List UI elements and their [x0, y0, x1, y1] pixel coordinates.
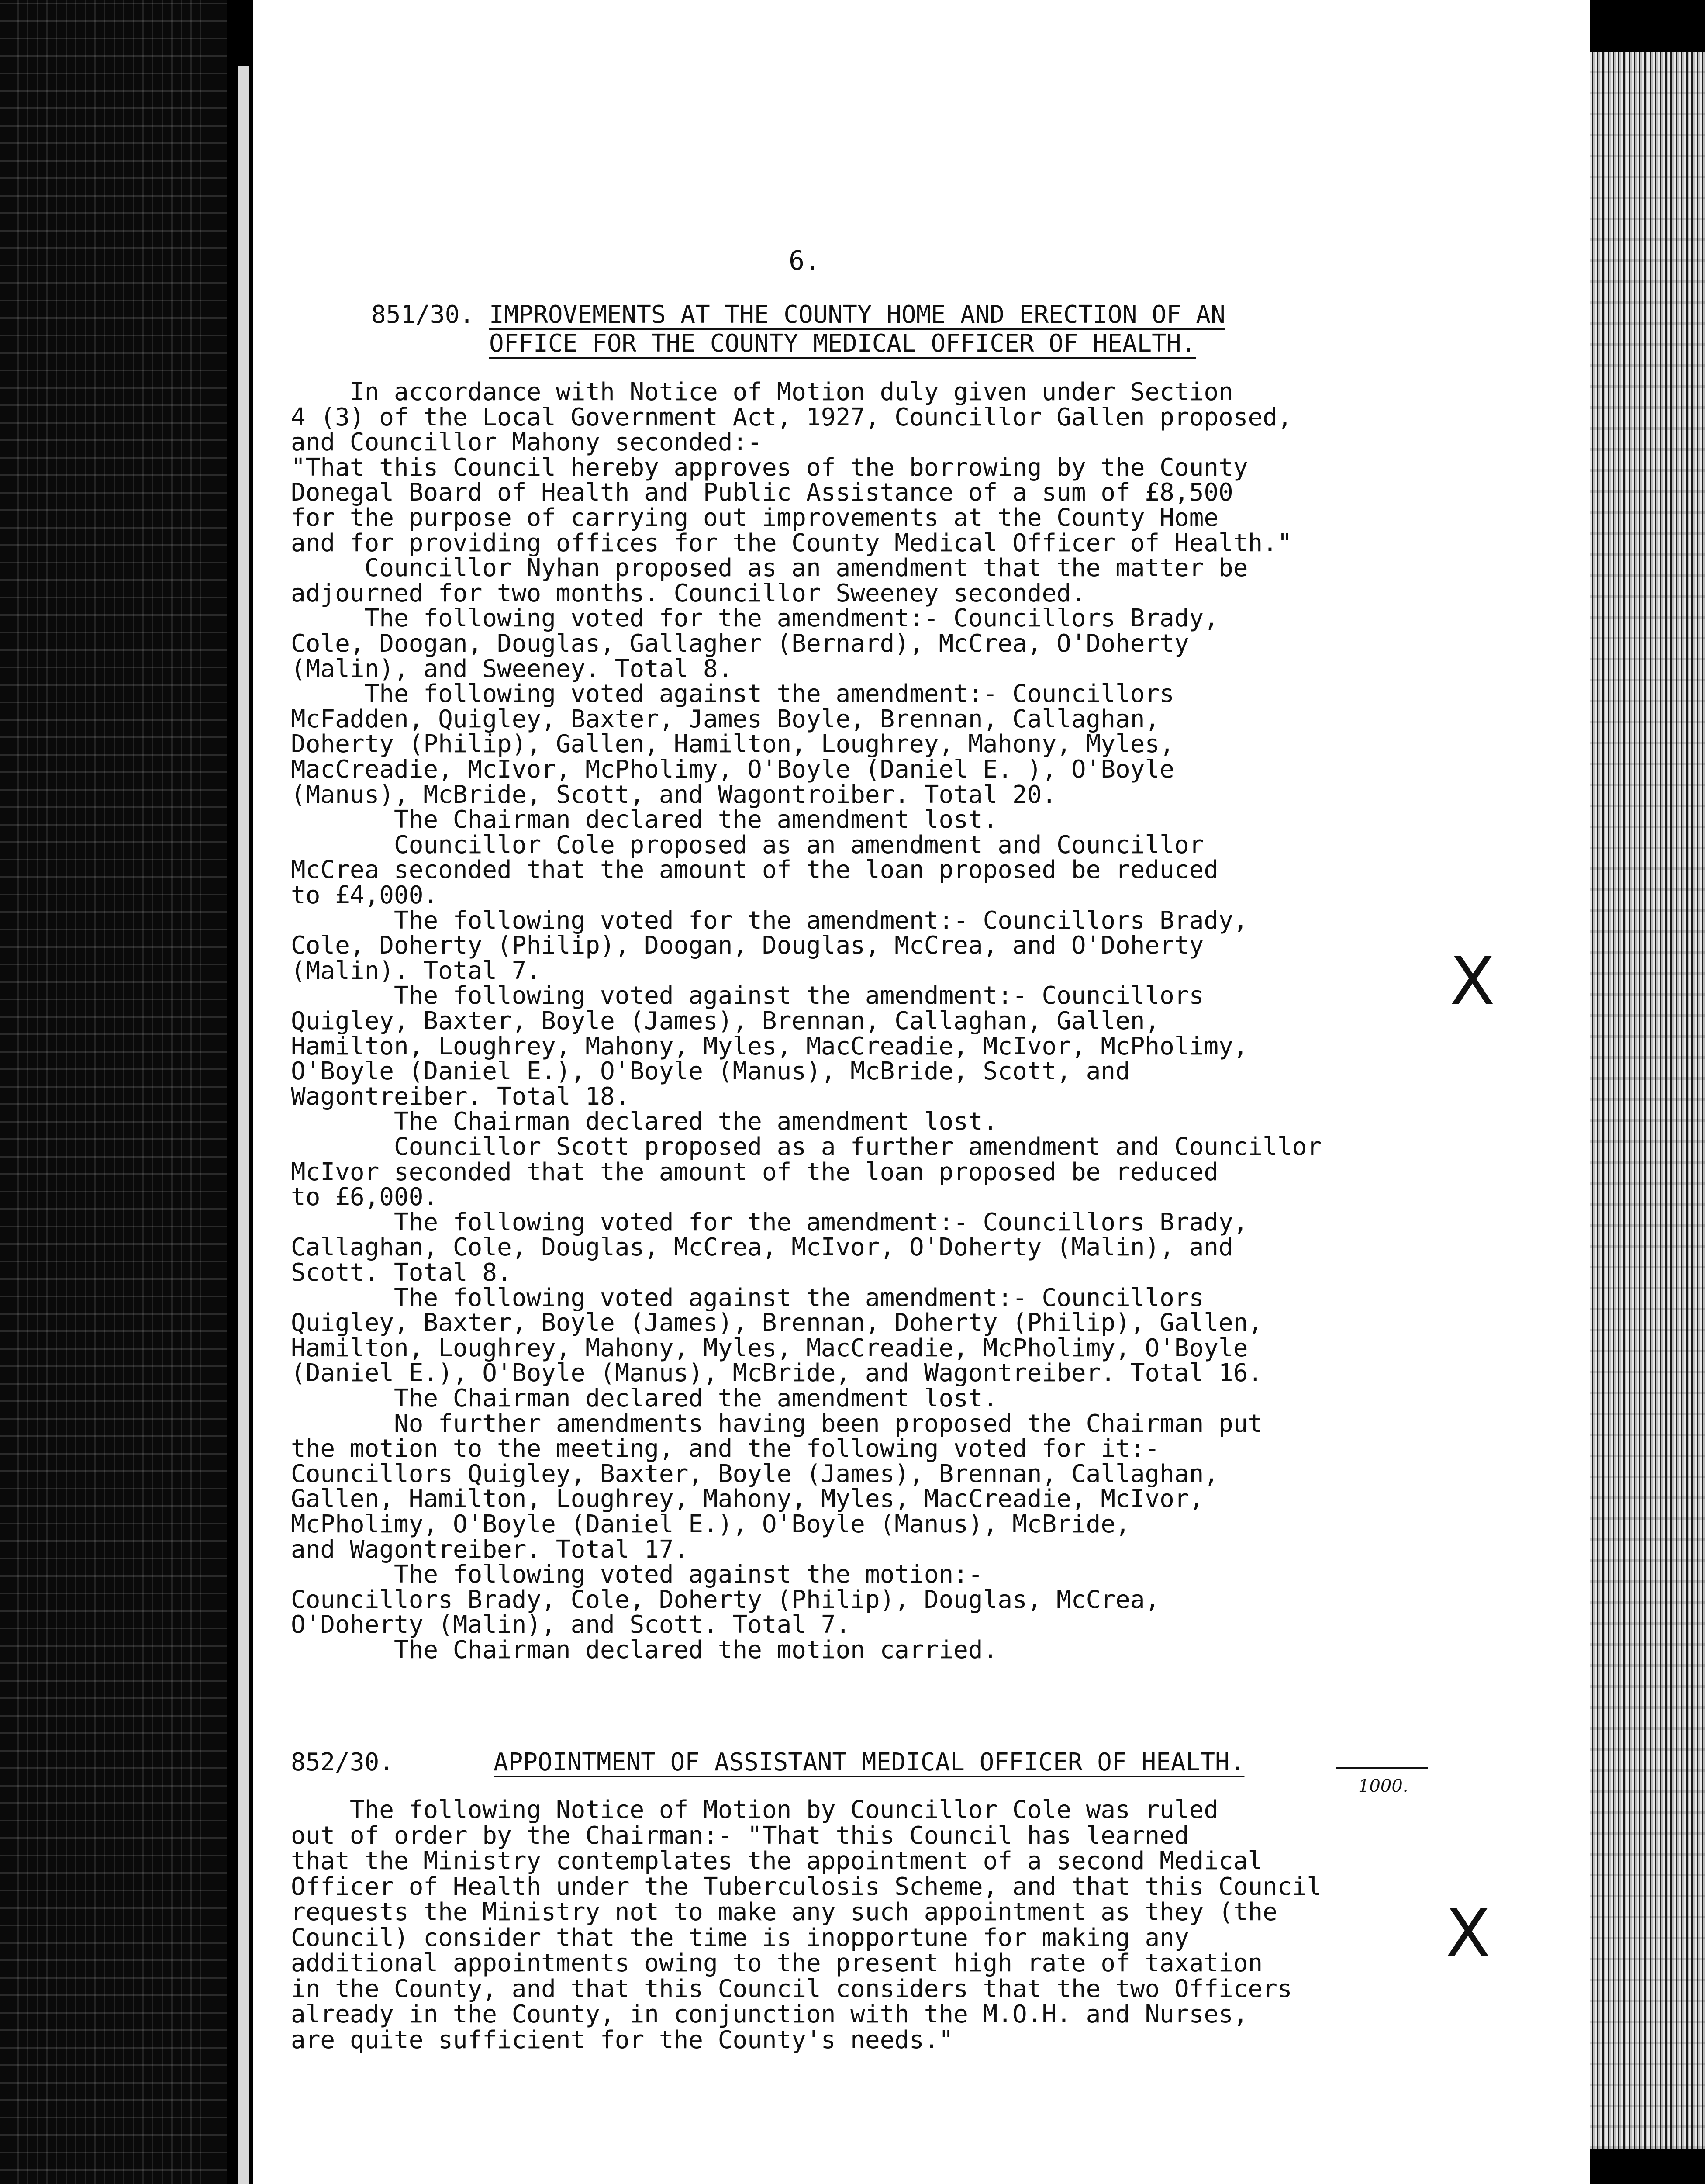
body-text-line: McIvor seconded that the amount of the loan proposed be reduced: [291, 1158, 1219, 1186]
margin-cross-mark: X: [1446, 1896, 1491, 1972]
body-text-line: Gallen, Hamilton, Loughrey, Mahony, Myles, MacCreadie, McIvor,: [291, 1485, 1204, 1514]
margin-note: 1000.: [1358, 1776, 1408, 1796]
section-title-line: APPOINTMENT OF ASSISTANT MEDICAL OFFICER OF HEALTH.: [494, 1748, 1245, 1776]
body-text-line: 4 (3) of the Local Government Act, 1927, Councillor Gallen proposed,: [291, 403, 1292, 432]
body-text-line: Quigley, Baxter, Boyle (James), Brennan, Doherty (Philip), Gallen,: [291, 1309, 1263, 1337]
body-text-line: The following voted against the amendment:- Councillors: [291, 1283, 1204, 1312]
body-text-line: are quite sufficient for the County's needs.": [291, 2025, 954, 2054]
body-text-line: for the purpose of carrying out improvements at the County Home: [291, 504, 1219, 532]
body-text-line: The following voted against the amendment:- Councillors: [291, 981, 1204, 1010]
section-number: 852/30.: [291, 1748, 394, 1776]
body-text-line: additional appointments owing to the present high rate of taxation: [291, 1949, 1263, 1977]
body-text-line: out of order by the Chairman:- "That this Council has learned: [291, 1821, 1189, 1850]
body-text-line: Doherty (Philip), Gallen, Hamilton, Loughrey, Mahony, Myles,: [291, 730, 1174, 759]
body-text-line: (Malin), and Sweeney. Total 8.: [291, 654, 733, 683]
body-text-line: (Malin). Total 7.: [291, 956, 542, 985]
body-text-line: O'Doherty (Malin), and Scott. Total 7.: [291, 1610, 851, 1639]
body-text-line: Council) consider that the time is inopportune for making any: [291, 1923, 1189, 1952]
body-text-line: Councillors Brady, Cole, Doherty (Philip), Douglas, McCrea,: [291, 1585, 1160, 1614]
page-gutter: [236, 66, 249, 2184]
body-text-line: "That this Council hereby approves of the borrowing by the County: [291, 453, 1248, 482]
body-text-line: and Councillor Mahony seconded:-: [291, 428, 762, 457]
section-title-line: OFFICE FOR THE COUNTY MEDICAL OFFICER OF HEALTH.: [489, 329, 1196, 358]
body-text-line: to £4,000.: [291, 881, 438, 909]
body-text-line: The following voted for the amendment:- Councillors Brady,: [291, 1208, 1248, 1237]
body-text-line: Councillor Nyhan proposed as an amendment that the matter be: [291, 554, 1248, 583]
body-text-line: in the County, and that this Council considers that the two Officers: [291, 1974, 1292, 2003]
body-text-line: the motion to the meeting, and the following voted for it:-: [291, 1434, 1160, 1463]
body-text-line: Officer of Health under the Tuberculosis Scheme, and that this Council: [291, 1872, 1322, 1901]
body-text-line: O'Boyle (Daniel E.), O'Boyle (Manus), McBride, Scott, and: [291, 1057, 1130, 1086]
body-text-line: that the Ministry contemplates the appointment of a second Medical: [291, 1847, 1263, 1875]
body-text-line: The following voted against the motion:-: [291, 1560, 983, 1589]
body-text-line: Cole, Doherty (Philip), Doogan, Douglas, McCrea, and O'Doherty: [291, 931, 1204, 960]
page-number: 6.: [789, 245, 821, 276]
body-text-line: Cole, Doogan, Douglas, Gallagher (Bernard), McCrea, O'Doherty: [291, 629, 1189, 658]
body-text-line: and Wagontreiber. Total 17.: [291, 1535, 689, 1564]
body-text-line: Councillors Quigley, Baxter, Boyle (James), Brennan, Callaghan,: [291, 1459, 1219, 1488]
body-text-line: McPholimy, O'Boyle (Daniel E.), O'Boyle (Manus), McBride,: [291, 1510, 1130, 1538]
body-text-line: The following voted for the amendment:- Councillors Brady,: [291, 906, 1248, 935]
margin-cross-mark: X: [1450, 943, 1495, 1019]
body-text-line: Councillor Scott proposed as a further amendment and Councillor: [291, 1133, 1322, 1161]
margin-rule: [1336, 1767, 1428, 1769]
body-text-line: The following Notice of Motion by Councillor Cole was ruled: [291, 1796, 1219, 1824]
section-title-line: IMPROVEMENTS AT THE COUNTY HOME AND ERECTION OF AN: [489, 301, 1225, 329]
body-text-line: Hamilton, Loughrey, Mahony, Myles, MacCreadie, McIvor, McPholimy,: [291, 1032, 1248, 1061]
book-binding-left: [0, 0, 227, 2184]
body-text-line: already in the County, in conjunction with the M.O.H. and Nurses,: [291, 2000, 1248, 2028]
body-text-line: The Chairman declared the amendment lost.: [291, 805, 998, 834]
body-text-line: MacCreadie, McIvor, McPholimy, O'Boyle (Daniel E. ), O'Boyle: [291, 755, 1174, 784]
body-text-line: The Chairman declared the motion carried.: [291, 1636, 998, 1664]
body-text-line: to £6,000.: [291, 1183, 438, 1212]
body-text-line: The Chairman declared the amendment lost.: [291, 1107, 998, 1136]
body-text-line: In accordance with Notice of Motion duly given under Section: [291, 378, 1233, 406]
body-text-line: Councillor Cole proposed as an amendment and Councillor: [291, 830, 1204, 859]
body-text-line: Callaghan, Cole, Douglas, McCrea, McIvor, O'Doherty (Malin), and: [291, 1233, 1233, 1262]
body-text-line: McFadden, Quigley, Baxter, James Boyle, Brennan, Callaghan,: [291, 705, 1160, 733]
page-stack-right: [1590, 52, 1705, 2149]
body-text-line: No further amendments having been proposed the Chairman put: [291, 1409, 1263, 1438]
body-text-line: (Daniel E.), O'Boyle (Manus), McBride, and Wagontreiber. Total 16.: [291, 1359, 1263, 1388]
body-text-line: The following voted against the amendment:- Councillors: [291, 680, 1174, 708]
body-text-line: McCrea seconded that the amount of the loan proposed be reduced: [291, 856, 1219, 885]
section-number: 851/30.: [371, 301, 475, 329]
body-text-line: Quigley, Baxter, Boyle (James), Brennan, Callaghan, Gallen,: [291, 1007, 1160, 1035]
body-text-line: adjourned for two months. Councillor Sweeney seconded.: [291, 579, 1086, 608]
body-text-line: The Chairman declared the amendment lost.: [291, 1384, 998, 1413]
body-text-line: (Manus), McBride, Scott, and Wagontroiber. Total 20.: [291, 780, 1057, 809]
body-text-line: requests the Ministry not to make any such appointment as they (the: [291, 1898, 1277, 1926]
body-text-line: Scott. Total 8.: [291, 1258, 512, 1287]
body-text-line: Hamilton, Loughrey, Mahony, Myles, MacCreadie, McPholimy, O'Boyle: [291, 1334, 1248, 1362]
body-text-line: Donegal Board of Health and Public Assistance of a sum of £8,500: [291, 478, 1233, 507]
body-text-line: Wagontreiber. Total 18.: [291, 1082, 630, 1111]
body-text-line: and for providing offices for the County Medical Officer of Health.": [291, 529, 1292, 557]
body-text-line: The following voted for the amendment:- Councillors Brady,: [291, 604, 1219, 633]
